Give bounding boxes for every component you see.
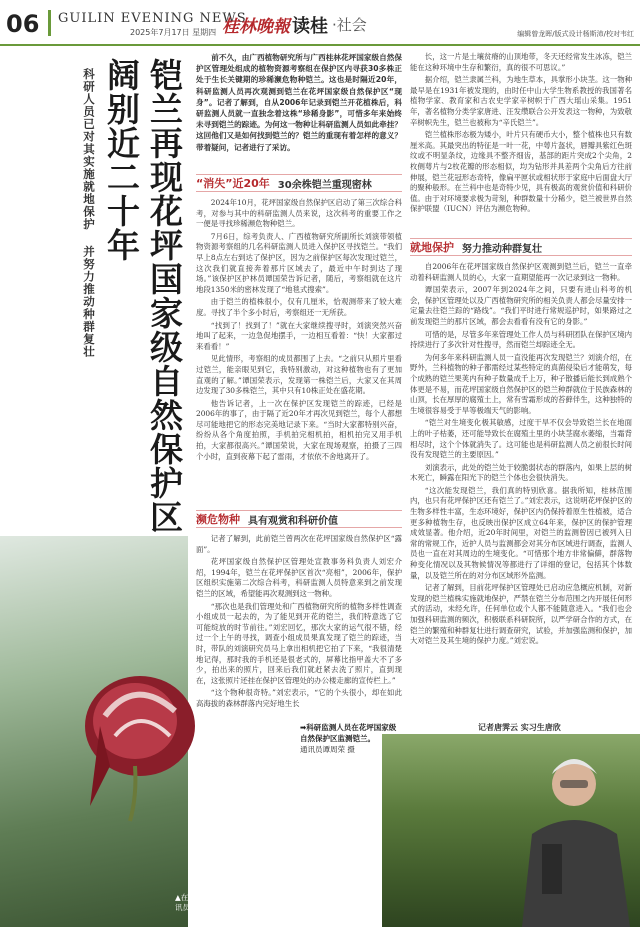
headline-second: 阔别近二十年: [102, 58, 141, 262]
section-subname: ·社会: [332, 16, 367, 34]
headline-column: [0, 46, 188, 927]
issue-date: 2025年7月17日 星期四: [130, 28, 217, 37]
column-2-body: [196, 534, 402, 714]
page-header: [0, 0, 640, 44]
paragraph: 7月6日，综考负责人、广西植物研究所副所长刘演带领植物资源考察组的几名科研监测人员进入保护区寻找铠兰。“我们早上8点左右到达了保护区，因为之前保护区每次发现过铠兰，这次我们就直接奔着那片区域去了，最近中午时到达了现场。”该保护区护林员谭国荣告诉记者，随后，考察组就在这片地段1350米的密林发现了“地毯式搜索”。: [196, 231, 402, 294]
paragraph: 为何多年来科研监测人员一直没能再次发现铠兰？刘演介绍，在野外，兰科植物的种子都需经过某些特定的真菌侵染后才能萌发，每个成熟的铠兰果荚内有种子数量成千上万，种子散播后能长到成熟个体更是不易，而花坪国家级自然保护区的铠兰种群就位于民族森林的山顶，长在厚厚的腐殖土上，常有雪霜形成的苔藓伴生，这种独特的生境很容易受于旱等极端天气的影响。: [410, 352, 632, 415]
paragraph: 刘演表示，此处的铠兰处于较脆弱状态的群落内，如果上层的树木死亡，瞬露在阳光下的铠兰个体也会很快消失。: [410, 462, 632, 483]
section-1-title: 30余株铠兰重现密林: [277, 179, 372, 191]
newspaper-logo: 桂林晚報: [222, 17, 290, 37]
column-4-body: [410, 262, 632, 718]
section-name: 读桂: [292, 16, 328, 37]
section-heading-3: [410, 238, 632, 256]
paragraph: 2024年10月，花坪国家级自然保护区启动了第三次综合科考，对参与其中的科研监测人员来说，这次科考的重要工作之一便是寻找珍稀濒危物种铠兰。: [196, 198, 402, 229]
column-3-body: [410, 52, 632, 230]
section-2-tag: 濒危物种: [196, 513, 240, 526]
header-accent-bar: [48, 10, 51, 36]
paragraph: “找到了！找到了！”就在大家继续搜寻时，刘演突然兴奋地叫了起来，一边急促地摆手，一边相互看着：“快！大家都过来看看！”: [196, 320, 402, 351]
page-number: 06: [6, 10, 40, 38]
paragraph: 记者了解到，此前铠兰曾两次在花坪国家级自然保护区“露面”。: [196, 534, 402, 554]
paragraph: 他告诉记者，上一次在保护区发现铠兰的踪迹，已经是2006年的事了，由于隔了近20年才再次见到铠兰，每个人都想尽可能地把它的形态完美地记录下来。“当时大家都特别兴奋，纷纷从各个角度拍照，手机拍完相机拍，相机拍完又用手机拍，大家都很高兴。”谭国荣说，大家在现场观察，拍摄了三四个小时，直到夜幕下起了雷雨，才依依不舍地离开了。: [196, 398, 402, 461]
section-heading-2: [196, 510, 402, 528]
paragraph: 据介绍，铠兰隶属兰科，为地生草本，具掌形小块茎。这一物种最早是在1931年被发现的，由时任中山大学生物系教授的我国著名植物学家、教育家和古农史学家辛树帜于广西大瑶山采集。1951年，著名植物分类学家唐进、汪发缵联合公开发表这一物种，为致敬辛树帜先生，铠兰也被称为“辛氏铠兰”。: [410, 75, 632, 127]
paragraph: 可惜的是，尽管多年来管理处工作人员与科研团队在保护区境内持续进行了多次针对性搜寻，然而铠兰却踪迹全无。: [410, 329, 632, 350]
paragraph: 谭国荣表示，2007年到2024年之间，只要有进山科考的机会，保护区管理处以及广西植物研究所的相关负责人都会尽量安排一定量去往铠兰踪的“路线”。“我们平时进行常规巡护时，如果路过之前发现铠兰的那片区域，都会去看看有没有它的身影。”: [410, 285, 632, 326]
paragraph: 见此情形，考察组的成员都围了上去。“之前只从照片里看过铠兰，能亲眼见到它，我特别激动，对这种植物也有了更加直观的了解。”谭国荣表示，发现第一株铠兰后，大家又在其周边发现了30多株铠兰，其中只有10株正处在盛花期。: [196, 354, 402, 396]
photo-1-caption: ▲在保护区内找到的珍稀濒危物种铠兰。 通讯员刘演 摄: [175, 893, 319, 912]
paragraph: 自2006年在花坪国家级自然保护区观测到铠兰后，铠兰一直牵动着科研监测人员的心，大家一直期望能再一次记录到这一物种。: [410, 262, 632, 282]
orchid-flower-icon: [75, 656, 205, 826]
paragraph: “铠兰对生境变化极其敏感，过度干旱不仅会导致铠兰长在地面上的叶子枯萎，还可能导致长在腐殖土里的小块茎腐水萎缩，当霜背相尽时，这个个体就消失了。这可能也是科研监测人员之前很长时间没有发现铠兰的主要原因。”: [410, 418, 632, 460]
paragraph: 铠兰植株形态极为矮小，叶片只有硬币大小，整个植株也只有数厘米高。其最突出的特征是一叶一花，中萼片盔状，唇瓣具紫红色斑纹或不明显条纹，边缘具不整齐细齿，基部的距片突成2个尖角，2枚侧萼片与2枚花瓣的形态相似，均为钻形并具差两个尖角后方往前伸展，铠兰花冠形态奇特，像扁平匣状或相状形于家庭中后面盘大厅的聚种般形。在兰科中也是奇特少见，具有极高的观赏价值和科研价值。由于对环境要求极为苛刻，种群数量十分稀少，铠兰被世界自然保护联盟（IUCN）评估为濒危物种。: [410, 130, 632, 214]
headline-kicker: 科研人员已对其实施就地保护 并努力推动种群复壮: [82, 68, 96, 358]
article-byline: 记者唐霁云 实习生唐欣: [478, 723, 561, 732]
headline-main: 铠兰再现花坪国家级自然保护区: [145, 58, 184, 534]
orchid-photo: [0, 536, 188, 927]
section-3-tag: 就地保护: [410, 241, 454, 254]
section-heading-1: [196, 174, 402, 192]
paragraph: 长，这一片是土壤贫瘠的山顶地带，冬天还经常发生冰冻，铠兰能在这种环境中生存和繁衍，真的很不可思议。”: [410, 52, 632, 72]
section-1-tag: “消失”近20年: [196, 177, 270, 190]
paragraph: 记者了解到，目前花坪保护区管理处已启动应急概应机制，对新发现的铠兰植株实施就地保护，严禁在铠兰分布范围之内开展任何形式的活动，未经允许，任何单位或个人都不能随意进入。“我们也会加强科研监测的频次，积极联系科研院所，以严学研合作的方式，在铠兰的繁殖和种群复壮进行调查研究，试验，并加强监测和保护，加大对铠兰及其生境的保护力度。”刘宏说。: [410, 583, 632, 646]
researcher-photo: [382, 734, 640, 927]
paragraph: 花坪国家级自然保护区管理处宣教事务科负责人刘宏介绍，1994年，铠兰在花坪保护区首次“亮相”，2006年，保护区组织实施第二次综合科考，科研监测人员特意来到之前发现铠兰的区域，希望能再次观测到这一物种。: [196, 557, 402, 598]
paragraph: “这个物种很奇特。”刘宏表示，“它的个头很小，却在如此高海拔的森林群落内完好地生长: [196, 688, 402, 708]
paragraph: “这次能发现铠兰，我们真的特别欣喜。据我所知，桂林范围内，也只有花坪保护区还有铠兰了。”刘宏表示，这说明花坪保护区的生物多样性丰富，生态环境好，保护区内仍保持着原生性植被，适合更多种植物生存，也反映出保护区成立64年来，保护区的保护管理成效显著。他介绍，近20年时间里，对铠兰的监测曾因已被列入日常的常规工作，近护人员与监测都会对其分布区域进行调查，监测人员也一直在对其周边的生境变化。“可惜那个地方非常偏僻，群落物种变化情况以及其物候情况等都进行了详细的登记，包括其个体数量，以及铠兰所在的对分布区域形外监测。: [410, 485, 632, 580]
editor-credits: 编辑曾龙晖/版式设计杨斯沛/校对韦红: [517, 30, 634, 38]
article-intro: [196, 52, 402, 153]
paragraph: 由于铠兰的植株很小，仅有几厘米，恰观测带来了较大难度。寻找了半个多小时后，考察组还一无所获。: [196, 297, 402, 317]
column-1-body: [196, 198, 402, 464]
researcher-icon: [502, 744, 632, 927]
section-3-title: 努力推动种群复壮: [462, 243, 542, 255]
photo-2-caption-text: ➡科研监测人员在花坪国家级自然保护区监测铠兰。: [300, 723, 397, 743]
section-2-title: 具有观赏和科研价值: [248, 515, 338, 527]
paper-name: GUILIN EVENING NEWS: [58, 11, 247, 26]
intro-paragraph: 前不久，由广西植物研究所与广西桂林花坪国家级自然保护区管理处组成的植物资源考察组在保护区内寻获30多株正处于生长关键期的珍稀濒危物种铠兰。这也是时隔近20年，科研监测人员再次观测到铠兰在花坪国家级自然保护区“现身”。记者了解到，自从2006年记录到铠兰开花植株后，科研监测人员就一直独念着这株“珍稀身影”，可惜多年来始终未寻到铠兰的踪迹。为何这一物种让科研监测人员如此牵挂？这回他们又是如何找到铠兰的？铠兰的重现有着怎样的意义？带着疑问，记者进行了采访。: [196, 53, 402, 152]
photo-2-credit: 通讯员谭周荣 摄: [300, 745, 355, 754]
paragraph: “那次也是我们管理处和广西植物研究所的植物多样性调查小组成员一起去的，为了能见到开花的铠兰，我们特意选了它可能绽放的时节前往。”刘宏回忆，那次大家的运气很不错，经过一个上午的寻找，调查小组成员果真发现了铠兰的踪迹，当时，带队的刘演研究员马上拿出相机把它拍了下来，“我很清楚地记得，那时我的手机还是很老式的，屏幕比指甲盖大不了多少，拍出来的照片，回来后我们就赶紧去洗了照片，直到现在，这张照片还挂在保护区管理处的办公楼走廊的宣传栏上。”: [196, 601, 402, 685]
